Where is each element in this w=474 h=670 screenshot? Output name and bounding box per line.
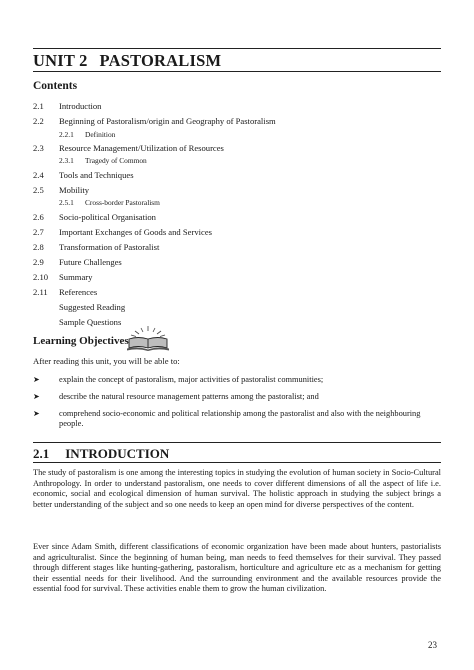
toc-title: Transformation of Pastoralist (59, 242, 160, 252)
title-underline (33, 71, 441, 72)
top-rule (33, 48, 441, 49)
learning-objectives-heading: Learning Objectives (33, 335, 129, 347)
toc-number: 2.7 (33, 227, 44, 237)
toc-title: Cross-border Pastoralism (85, 198, 160, 207)
objective-text: comprehend socio-economic and political relationship among the pastoralist and also with the neighbouring people. (59, 409, 421, 429)
toc-title: Socio-political Organisation (59, 212, 156, 222)
toc-number: 2.2.1 (59, 130, 74, 139)
open-book-icon (126, 324, 170, 352)
page-number: 23 (428, 640, 437, 650)
section-top-rule (33, 442, 441, 443)
toc-title: Tools and Techniques (59, 170, 134, 180)
toc-number: 2.10 (33, 272, 49, 282)
unit-number: UNIT 2 (33, 51, 88, 70)
toc-number: 2.5 (33, 185, 44, 195)
section-number: 2.1 (33, 446, 50, 461)
objectives-intro: After reading this unit, you will be able to: (33, 356, 180, 366)
toc-number: 2.3 (33, 143, 44, 153)
toc-title: Introduction (59, 101, 102, 111)
toc-title: Summary (59, 272, 93, 282)
toc-title: References (59, 287, 98, 297)
toc-number: 2.4 (33, 170, 44, 180)
toc-title: Suggested Reading (59, 302, 126, 312)
unit-name: PASTORALISM (99, 51, 222, 70)
toc-title: Important Exchanges of Goods and Services (59, 227, 212, 237)
toc-title: Beginning of Pastoralism/origin and Geography of Pastoralism (59, 116, 276, 126)
toc-number: 2.3.1 (59, 156, 74, 165)
section-heading (33, 446, 169, 462)
arrow-bullet-icon: ➤ (33, 409, 40, 418)
toc-number: 2.6 (33, 212, 44, 222)
toc-number: 2.8 (33, 242, 44, 252)
paragraph: The study of pastoralism is one among the interesting topics in studying the evolution of human society in Socio-Cultural Anthropology. In order to understand pastoralism, one needs to cover different dimensions of all the aspect of life i.e. economic, social and ecological dimension of human survival. The holistic approach in studying the subject brings a better understanding of the subject and so one needs to keep an open mind for diverse perspectives of the content. (33, 468, 441, 509)
contents-heading: Contents (33, 80, 78, 92)
toc-title: Mobility (59, 185, 90, 195)
objective-text: describe the natural resource management patterns among the pastoralist; and (59, 392, 319, 401)
unit-title (33, 51, 221, 71)
section-bottom-rule (33, 462, 441, 463)
toc-number: 2.11 (33, 287, 48, 297)
objective-text: explain the concept of pastoralism, major activities of pastoralist communities; (59, 375, 324, 384)
arrow-bullet-icon: ➤ (33, 392, 40, 401)
toc-number: 2.2 (33, 116, 44, 126)
toc-number: 2.1 (33, 101, 44, 111)
toc-title: Resource Management/Utilization of Resources (59, 143, 224, 153)
section-title: INTRODUCTION (65, 446, 170, 461)
toc-title: Future Challenges (59, 257, 122, 267)
toc-number: 2.9 (33, 257, 44, 267)
toc-title: Tragedy of Common (85, 156, 147, 165)
paragraph: Ever since Adam Smith, different classifications of economic organization have been made about hunters, pastorialists and agriculturalist. Since the beginning of human being, man needs to feed themselves for their survival. They passed through different stages like hunting-gathering, pastoralism, horticulture and agriculture etc as a mechanism for getting their essential needs for their livelihood. And the surrounding environment and the available resources provide the essential food for survival. These activities enable them to grow the human civilization. (33, 542, 441, 594)
arrow-bullet-icon: ➤ (33, 375, 40, 384)
toc-title: Definition (85, 130, 116, 139)
toc-title: Sample Questions (59, 317, 122, 327)
toc-number: 2.5.1 (59, 198, 74, 207)
